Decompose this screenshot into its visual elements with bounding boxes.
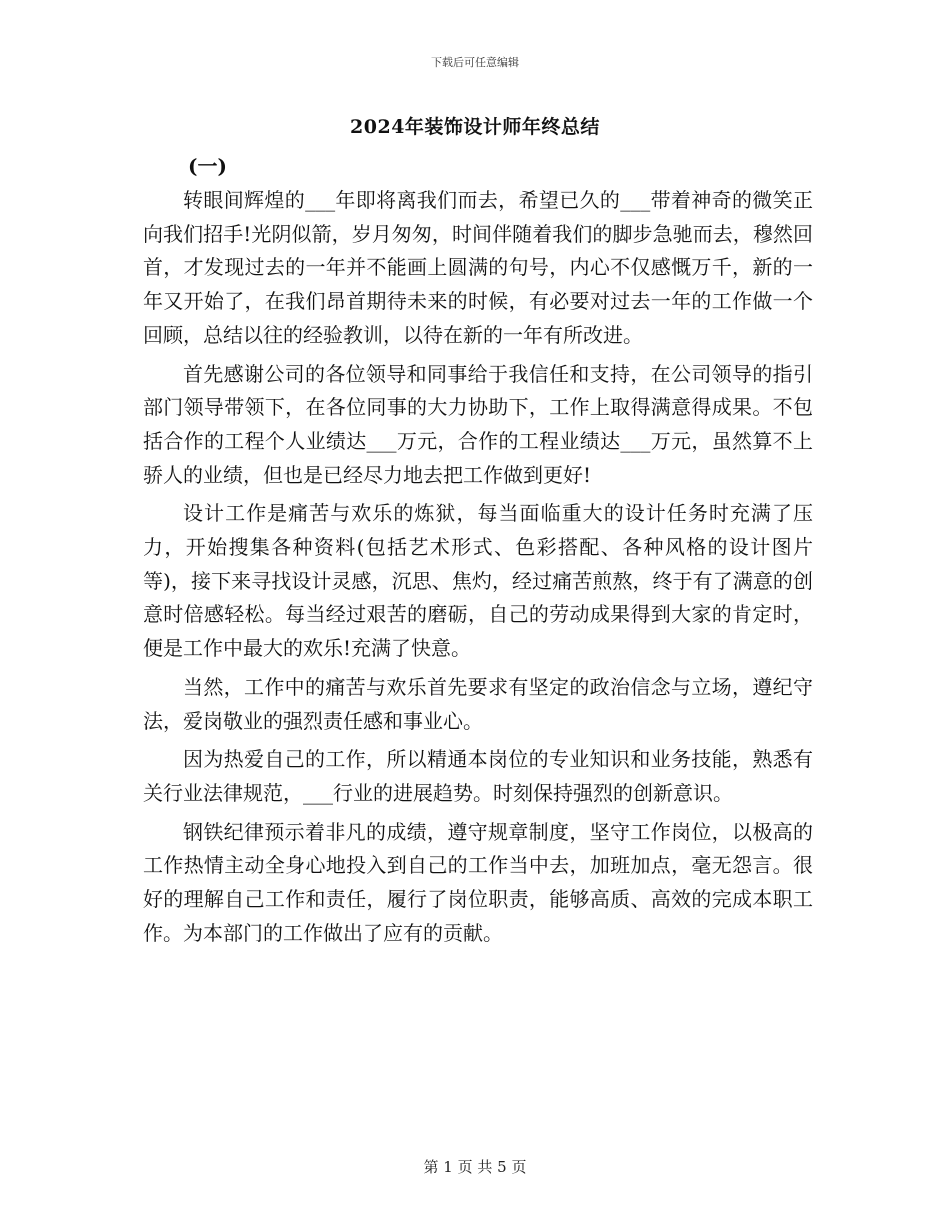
paragraph-1: 转眼间辉煌的___年即将离我们而去，希望已久的___带着神奇的微笑正向我们招手!光阴似箭，岁月匆匆，时间伴随着我们的脚步急驰而去，穆然回首，才发现过去的一年并不能画上圆满的句号，内心不仅感慨万千，新的一年又开始了，在我们昂首期待未来的时候，有必要对过去一年的工作做一个回顾，总结以往的经验教训，以待在新的一年有所改进。 [143, 188, 813, 347]
paragraph-3: 设计工作是痛苦与欢乐的炼狱，每当面临重大的设计任务时充满了压力，开始搜集各种资料(包括艺术形式、色彩搭配、各种风格的设计图片等)，接下来寻找设计灵感，沉思、焦灼，经过痛苦煎熬，终于有了满意的创意时倍感轻松。每当经过艰苦的磨砺，自己的劳动成果得到大家的肯定时，便是工作中最大的欢乐!充满了快意。 [143, 501, 813, 661]
paragraph-5: 因为热爱自己的工作，所以精通本岗位的专业知识和业务技能，熟悉有关行业法律规范，___行业的进展趋势。时刻保持强烈的创新意识。 [143, 747, 813, 805]
paragraph-4: 当然，工作中的痛苦与欢乐首先要求有坚定的政治信念与立场，遵纪守法，爱岗敬业的强烈责任感和事业心。 [143, 674, 813, 733]
section-label: (一) [188, 154, 227, 178]
page-number: 第 1 页 共 5 页 [423, 1158, 527, 1176]
paragraph-6: 钢铁纪律预示着非凡的成绩，遵守规章制度，坚守工作岗位，以极高的工作热情主动全身心地投入到自己的工作当中去，加班加点，毫无怨言。很好的理解自己工作和责任，履行了岗位职责，能够高质、高效的完成本职工作。为本部门的工作做出了应有的贡献。 [143, 819, 813, 945]
page-header-note: 下载后可任意编辑 [431, 56, 519, 69]
paragraph-2: 首先感谢公司的各位领导和同事给于我信任和支持，在公司领导的指引部门领导带领下，在各位同事的大力协助下，工作上取得满意得成果。不包括合作的工程个人业绩达___万元，合作的工程业绩达___万元，虽然算不上骄人的业绩，但也是已经尽力地去把工作做到更好! [143, 361, 813, 487]
document-title: 2024年装饰设计师年终总结 [350, 116, 600, 138]
document-body [143, 184, 813, 955]
